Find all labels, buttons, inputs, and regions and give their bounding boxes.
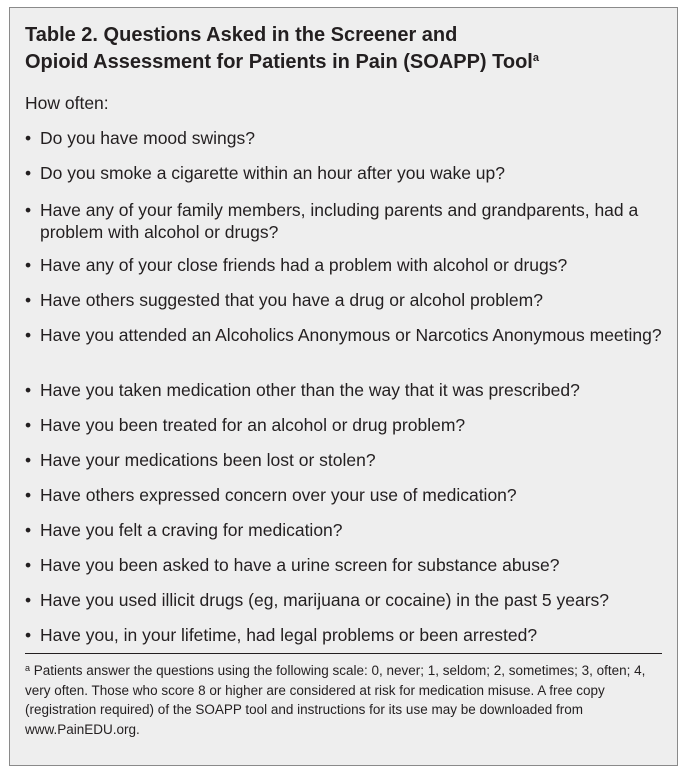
footnote-divider — [25, 653, 662, 654]
question-item — [25, 254, 665, 276]
question-item — [25, 379, 665, 401]
question-text: Do you have mood swings? — [40, 128, 255, 148]
question-item — [25, 554, 665, 576]
bullet: • — [25, 325, 32, 345]
bullet: • — [25, 255, 32, 275]
bullet: • — [25, 485, 32, 505]
bullet: • — [25, 450, 32, 470]
question-text: Have you felt a craving for medication? — [40, 520, 343, 540]
bullet: • — [25, 520, 32, 540]
table-title-line-2: Opioid Assessment for Patients in Pain (SOAPP) Tool — [25, 51, 533, 73]
question-text: Have others expressed concern over your use of medication? — [40, 485, 517, 505]
question-text: Have any of your family members, including parents and grandparents, had a problem with alcohol or drugs? — [40, 200, 639, 242]
footnote-mark: a — [25, 663, 31, 673]
bullet: • — [25, 200, 32, 220]
question-text: Have you taken medication other than the way that it was prescribed? — [40, 380, 580, 400]
intro-text: How often: — [25, 93, 109, 113]
question-item — [25, 414, 665, 436]
question-text: Have any of your close friends had a problem with alcohol or drugs? — [40, 255, 568, 275]
footnote-text: Patients answer the questions using the following scale: 0, never; 1, seldom; 2, sometimes; 3, often; 4, very often. Those who score 8 or higher are considered at risk for medication misuse. A free copy (registration required) of the SOAPP tool and instructions for its use may be downloaded from www.PainEDU.org. — [25, 663, 646, 737]
question-text: Have you been treated for an alcohol or drug problem? — [40, 415, 466, 435]
question-text: Do you smoke a cigarette within an hour after you wake up? — [40, 163, 505, 183]
question-text: Have others suggested that you have a drug or alcohol problem? — [40, 290, 543, 310]
question-item — [25, 289, 665, 311]
question-text: Have you attended an Alcoholics Anonymous or Narcotics Anonymous meeting? — [40, 325, 662, 345]
question-item — [25, 519, 665, 541]
bullet: • — [25, 590, 32, 610]
question-text: Have your medications been lost or stolen? — [40, 450, 376, 470]
table-title-line-1: Table 2. Questions Asked in the Screener and — [25, 24, 458, 46]
question-item — [25, 589, 665, 611]
table-title — [25, 22, 539, 76]
question-item — [25, 624, 665, 646]
bullet: • — [25, 128, 32, 148]
question-text: Have you, in your lifetime, had legal problems or been arrested? — [40, 625, 538, 645]
bullet: • — [25, 163, 32, 183]
question-item — [25, 127, 665, 149]
bullet: • — [25, 380, 32, 400]
question-text: Have you been asked to have a urine screen for substance abuse? — [40, 555, 560, 575]
question-item — [25, 449, 665, 471]
bullet: • — [25, 415, 32, 435]
question-item — [25, 199, 665, 243]
title-footnote-mark: a — [532, 52, 539, 64]
question-item — [25, 162, 665, 184]
question-item — [25, 484, 665, 506]
question-item — [25, 324, 665, 346]
bullet: • — [25, 290, 32, 310]
bullet: • — [25, 625, 32, 645]
table-footnote — [25, 661, 662, 739]
question-text: Have you used illicit drugs (eg, marijuana or cocaine) in the past 5 years? — [40, 590, 610, 610]
bullet: • — [25, 555, 32, 575]
